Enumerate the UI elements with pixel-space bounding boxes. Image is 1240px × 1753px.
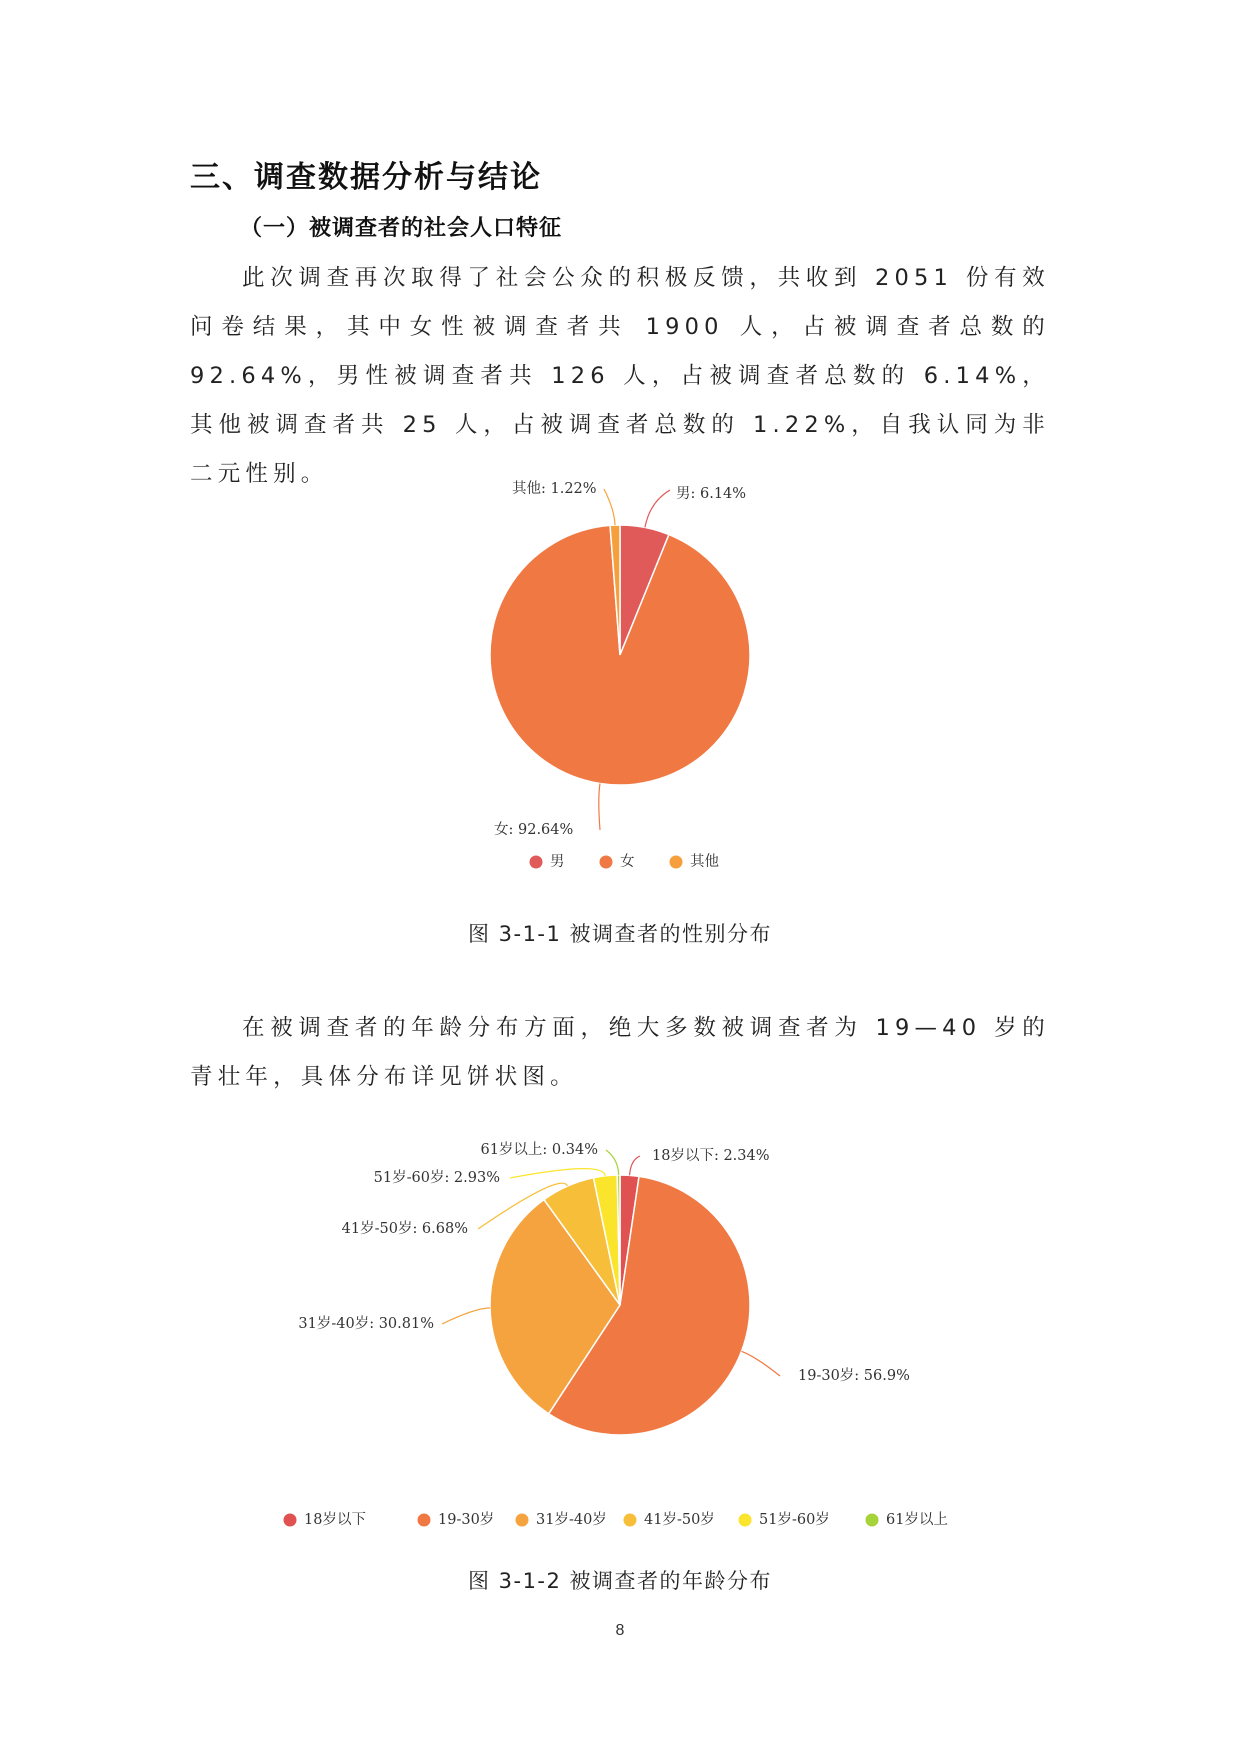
leader-line-4	[510, 1169, 605, 1178]
legend-marker-0	[530, 856, 543, 869]
figure-caption-gender: 图 3-1-1 被调查者的性别分布	[467, 922, 773, 946]
leader-line-2	[604, 489, 615, 525]
leader-line-2	[442, 1308, 490, 1324]
slice-label-0: 男: 6.14%	[676, 486, 747, 502]
legend-marker-2	[516, 1514, 529, 1527]
legend-label-0: 18岁以下	[304, 1512, 366, 1528]
legend-label-2: 其他	[690, 854, 719, 870]
legend-label-3: 41岁-50岁	[644, 1512, 715, 1528]
leader-line-0	[630, 1156, 640, 1175]
leader-line-0	[645, 490, 670, 527]
gender-pie-chart	[0, 460, 1240, 880]
paragraph-age: 在被调查者的年龄分布方面，绝大多数被调查者为 19—40 岁的青壮年，具体分布详见饼状图。	[190, 1015, 1050, 1090]
slice-label-5: 61岁以上: 0.34%	[480, 1142, 598, 1158]
slice-label-2: 其他: 1.22%	[512, 481, 597, 497]
leader-line-5	[606, 1150, 619, 1175]
legend-label-1: 女	[620, 854, 635, 870]
page-number: 8	[615, 1622, 625, 1639]
legend-label-5: 61岁以上	[886, 1512, 948, 1528]
legend-marker-1	[600, 856, 613, 869]
slice-label-1: 19-30岁: 56.9%	[798, 1368, 910, 1384]
legend-marker-3	[624, 1514, 637, 1527]
slice-label-3: 41岁-50岁: 6.68%	[341, 1221, 468, 1237]
paragraph-gender: 此次调查再次取得了社会公众的积极反馈，共收到 2051 份有效问卷结果，其中女性被调查者共 1900 人，占被调查者总数的 92.64%，男性被调查者共 126 人，占被调查者总数的 6.14%，其他被调查者共 25 人，占被调查者总数的 1.22%，自我认同为非二元性别。	[190, 265, 1050, 487]
legend-marker-4	[739, 1514, 752, 1527]
legend-label-4: 51岁-60岁	[759, 1512, 830, 1528]
subsection-title: （一）被调查者的社会人口特征	[240, 216, 563, 241]
leader-line-1	[599, 783, 600, 830]
age-pie-chart	[0, 1110, 1240, 1550]
legend-label-1: 19-30岁	[438, 1512, 495, 1528]
slice-label-1: 女: 92.64%	[494, 822, 574, 838]
legend-marker-1	[418, 1514, 431, 1527]
slice-label-0: 18岁以下: 2.34%	[652, 1148, 770, 1164]
section-title: 三、调查数据分析与结论	[190, 160, 542, 195]
legend-label-0: 男	[550, 854, 565, 870]
leader-line-1	[741, 1351, 780, 1376]
figure-caption-age: 图 3-1-2 被调查者的年龄分布	[467, 1569, 773, 1593]
legend-marker-0	[284, 1514, 297, 1527]
legend-marker-2	[670, 856, 683, 869]
legend-label-2: 31岁-40岁	[536, 1512, 607, 1528]
slice-label-4: 51岁-60岁: 2.93%	[373, 1170, 500, 1186]
legend-marker-5	[866, 1514, 879, 1527]
slice-label-2: 31岁-40岁: 30.81%	[298, 1316, 434, 1332]
